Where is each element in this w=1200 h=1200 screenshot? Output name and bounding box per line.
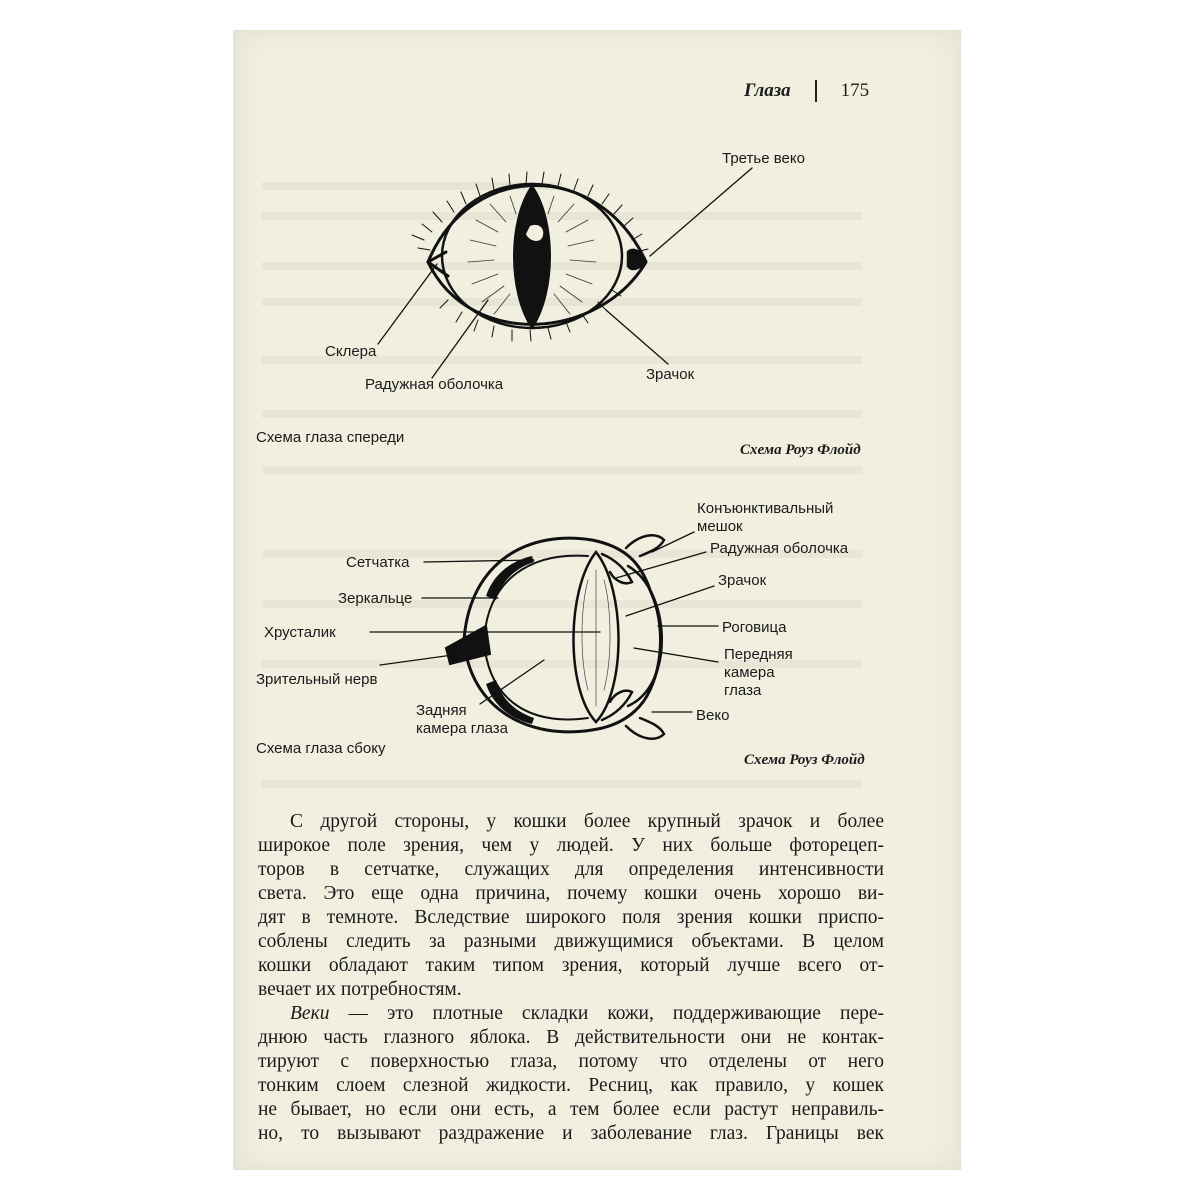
label-iris-side: Радужная оболочка [710, 540, 849, 557]
text-line: широкое поле зрения, чем у людей. У них больше фоторецеп- [258, 835, 884, 856]
label-optic-nerve: Зрительный нерв [256, 671, 378, 688]
term-definition-start: — это плотные складки кожи, поддерживающие пере- [329, 1003, 884, 1024]
text-line: дят в темноте. Вследствие широкого поля зрения кошки приспо- [258, 907, 884, 928]
text-line: не бывает, но если они есть, а тем более если растут неправиль- [258, 1099, 884, 1120]
upper-eyelid-shape [626, 535, 664, 556]
caption-front: Схема глаза спереди [256, 429, 405, 446]
label-lens: Хрусталик [264, 624, 336, 641]
label-conjunctival-sac-1: Конъюнктивальный [697, 500, 834, 517]
running-title: Глаза [744, 80, 791, 101]
label-iris-front: Радужная оболочка [365, 376, 504, 393]
label-third-eyelid: Третье веко [722, 150, 805, 167]
label-posterior-chamber-2: камера глаза [416, 720, 509, 737]
label-cornea: Роговица [722, 619, 787, 636]
text-line: света. Это еще одна причина, почему кошки очень хорошо ви- [258, 883, 884, 904]
body-text [258, 810, 884, 1146]
label-anterior-chamber-1: Передняя [724, 646, 793, 663]
text-line: вечает их потребностям. [258, 979, 462, 1000]
label-tapetum: Зеркальце [338, 590, 413, 607]
label-anterior-chamber-2: камера [724, 664, 775, 681]
lower-eyelid-shape [626, 718, 664, 739]
label-retina: Сетчатка [346, 554, 410, 571]
label-eyelid: Веко [696, 707, 730, 724]
credit-front: Схема Роуз Флойд [740, 442, 861, 458]
text-line: соблены следить за разными движущимися объектами. В целом [258, 931, 884, 952]
iris-side-shape [602, 554, 632, 720]
credit-side: Схема Роуз Флойд [744, 752, 865, 768]
cornea-shape [628, 566, 662, 706]
label-posterior-chamber-1: Задняя [416, 702, 467, 719]
text-line [258, 1002, 884, 1026]
text-line: С другой стороны, у кошки более крупный зрачок и более [290, 811, 884, 832]
label-anterior-chamber-3: глаза [724, 682, 762, 699]
text-line: днюю часть глазного яблока. В действительности они не контак- [258, 1027, 884, 1048]
label-sclera: Склера [325, 343, 377, 360]
label-pupil-front: Зрачок [646, 366, 695, 383]
label-conjunctival-sac-2: мешок [697, 518, 743, 535]
text-line: но, то вызывают раздражение и заболевание глаз. Границы век [258, 1123, 884, 1144]
caption-side: Схема глаза сбоку [256, 740, 386, 757]
label-pupil-side: Зрачок [718, 572, 767, 589]
term-eyelids: Веки [290, 1003, 330, 1024]
page-number: 175 [840, 80, 870, 101]
text-line: кошки обладают таким типом зрения, который лучше всего от- [258, 955, 884, 976]
text-line: торов в сетчатке, служащих для определения интенсивности [258, 859, 884, 880]
text-line: тонким слоем слезной жидкости. Ресниц, как правило, у кошек [258, 1075, 884, 1096]
text-line: тируют с поверхностью глаза, потому что отделены от него [258, 1051, 884, 1072]
